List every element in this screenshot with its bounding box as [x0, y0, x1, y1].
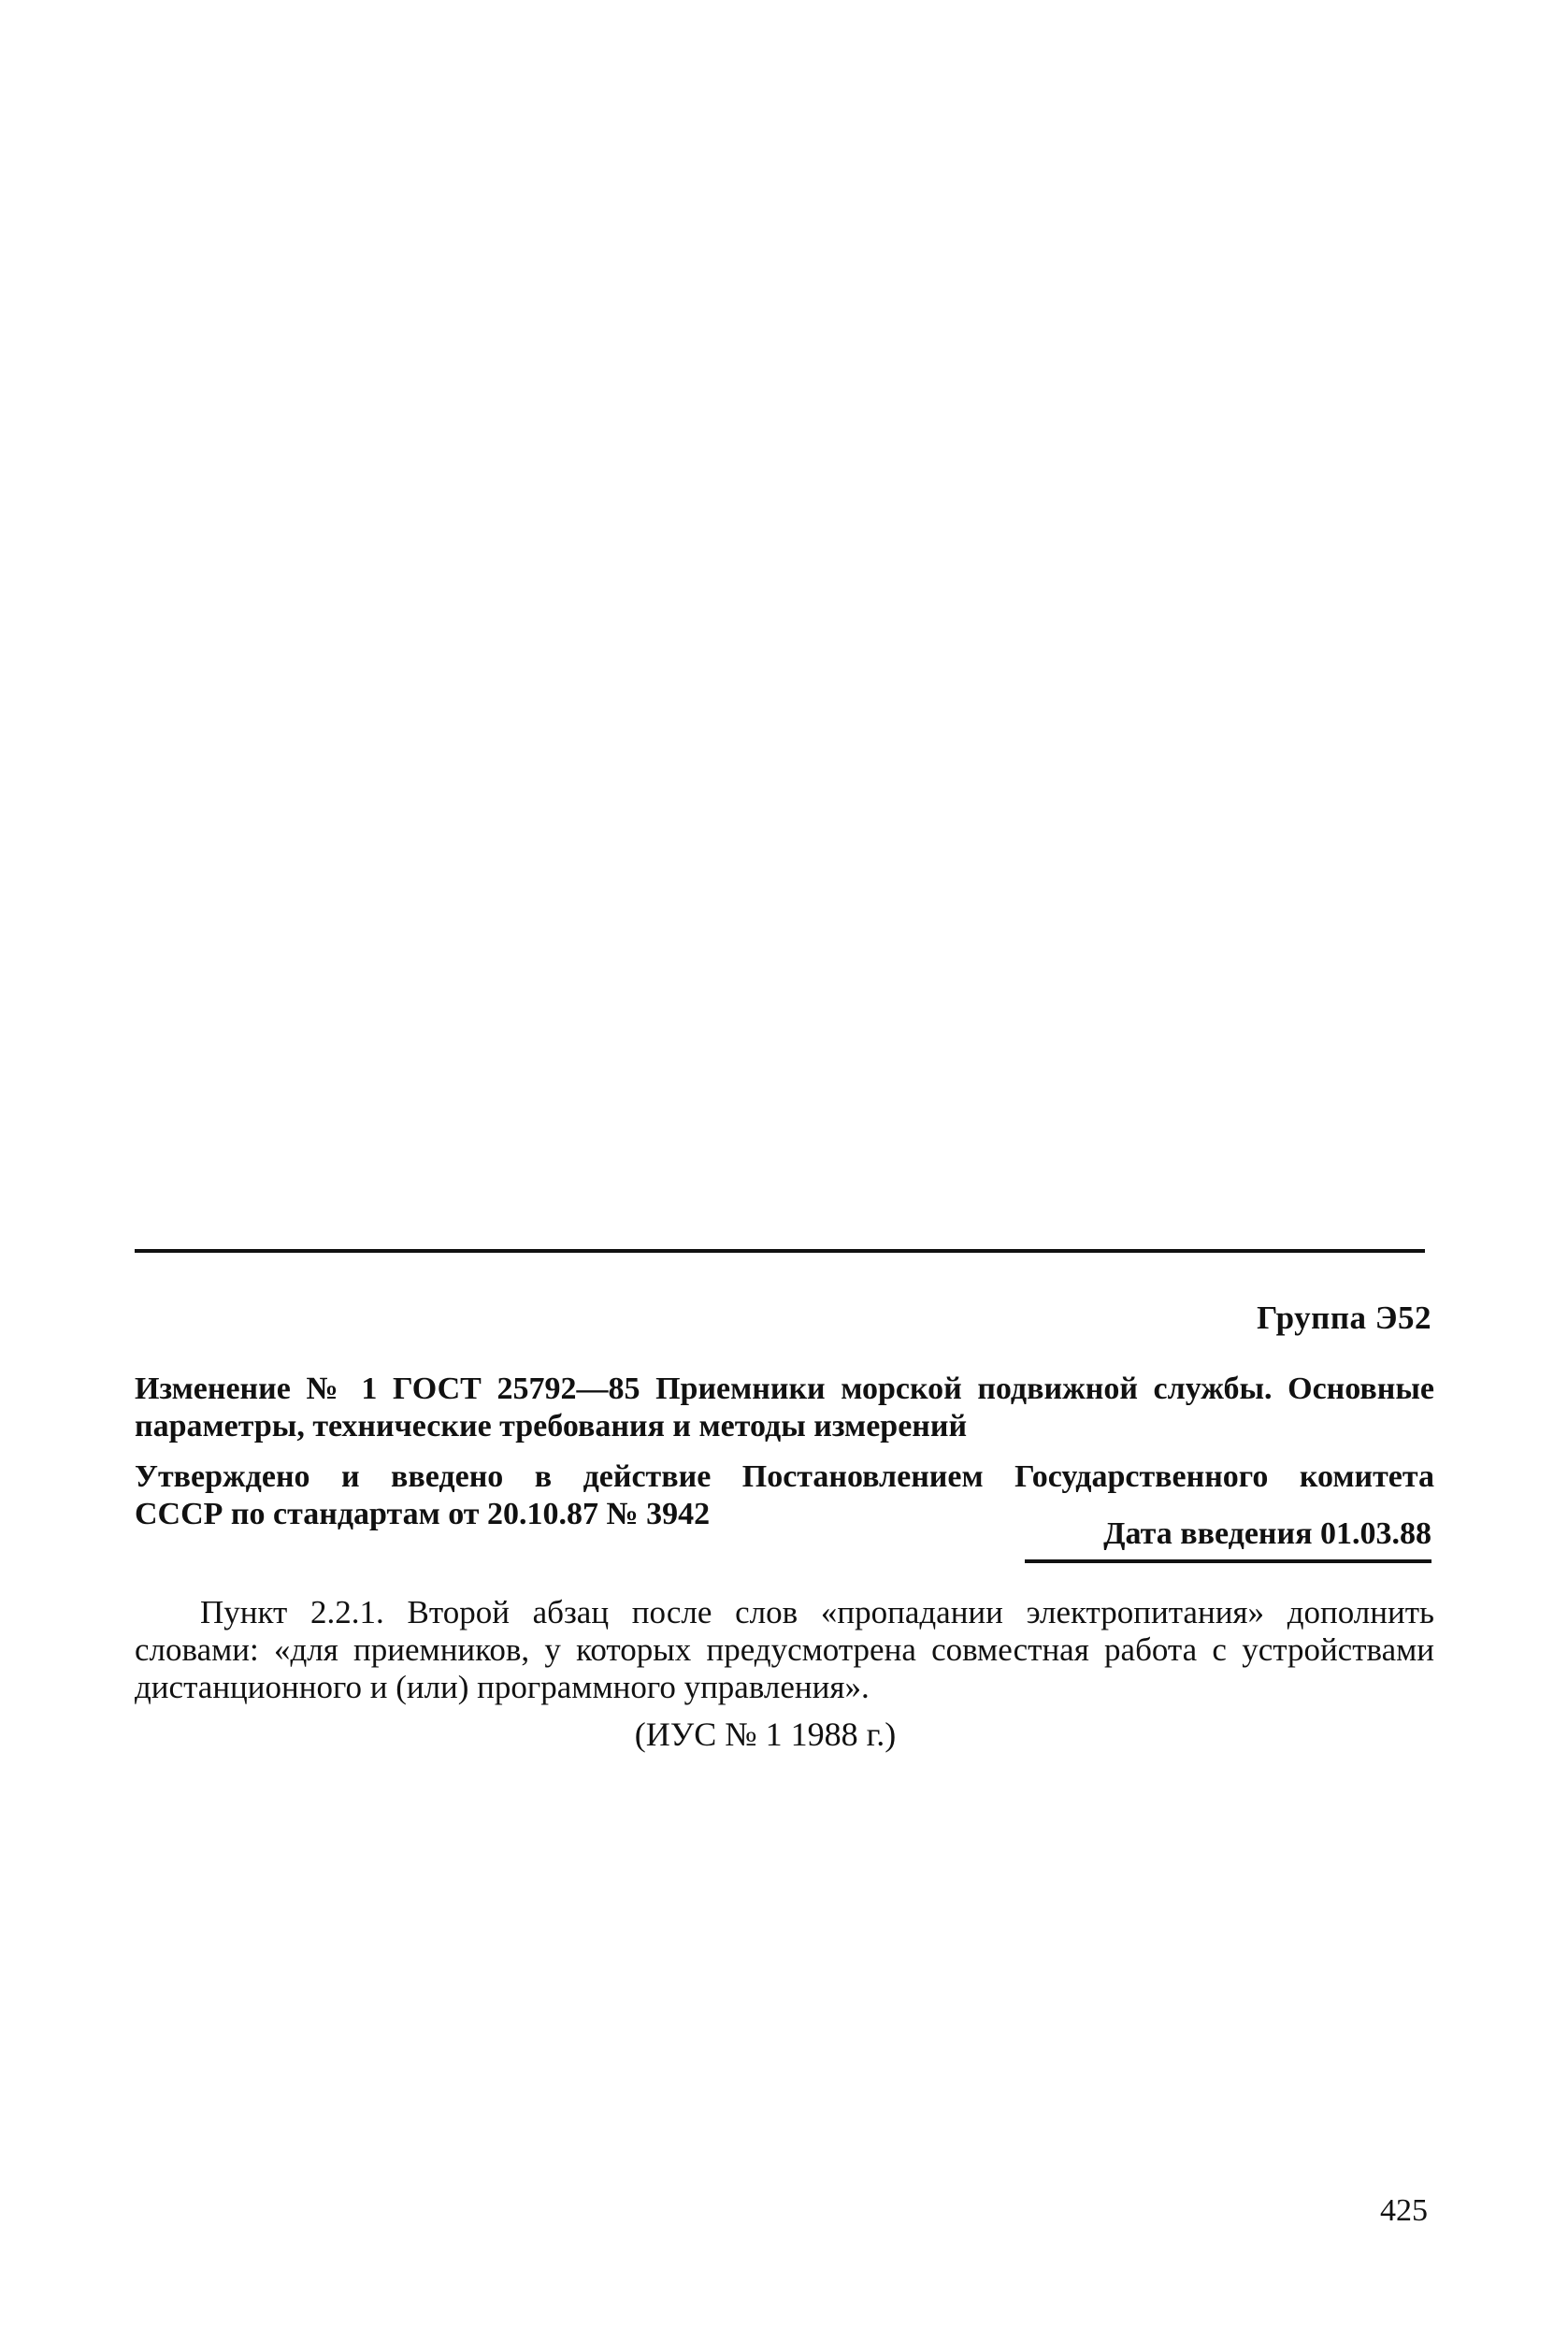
amendment-body [135, 1594, 1434, 1706]
approval-line-1: Утверждено и введено в действие Постановлением Государственного комитета [135, 1459, 1434, 1494]
source-note [0, 1715, 1568, 1754]
source-note-text: (ИУС № 1 1988 г.) [634, 1716, 897, 1753]
amendment-paragraph: Пункт 2.2.1. Второй абзац после слов «пропадании электропитания» дополнить словами: «для приемников, у которых предусмотрена совместная работа с устройствами дистанционного и (или) программного управления». [135, 1594, 1434, 1705]
effective-date: Дата введения 01.03.88 [1103, 1516, 1431, 1551]
amendment-title: Изменение № 1 ГОСТ 25792—85 Приемники морской подвижной службы. Основные параметры, технические требования и методы измерений [135, 1372, 1434, 1443]
group-label: Группа Э52 [1257, 1300, 1431, 1336]
effective-date-underline [1025, 1559, 1431, 1563]
approval-line-2: СССР по стандартам от 20.10.87 № 3942 [135, 1497, 711, 1531]
page-number: 425 [1380, 2193, 1428, 2228]
header-rule [135, 1249, 1425, 1253]
